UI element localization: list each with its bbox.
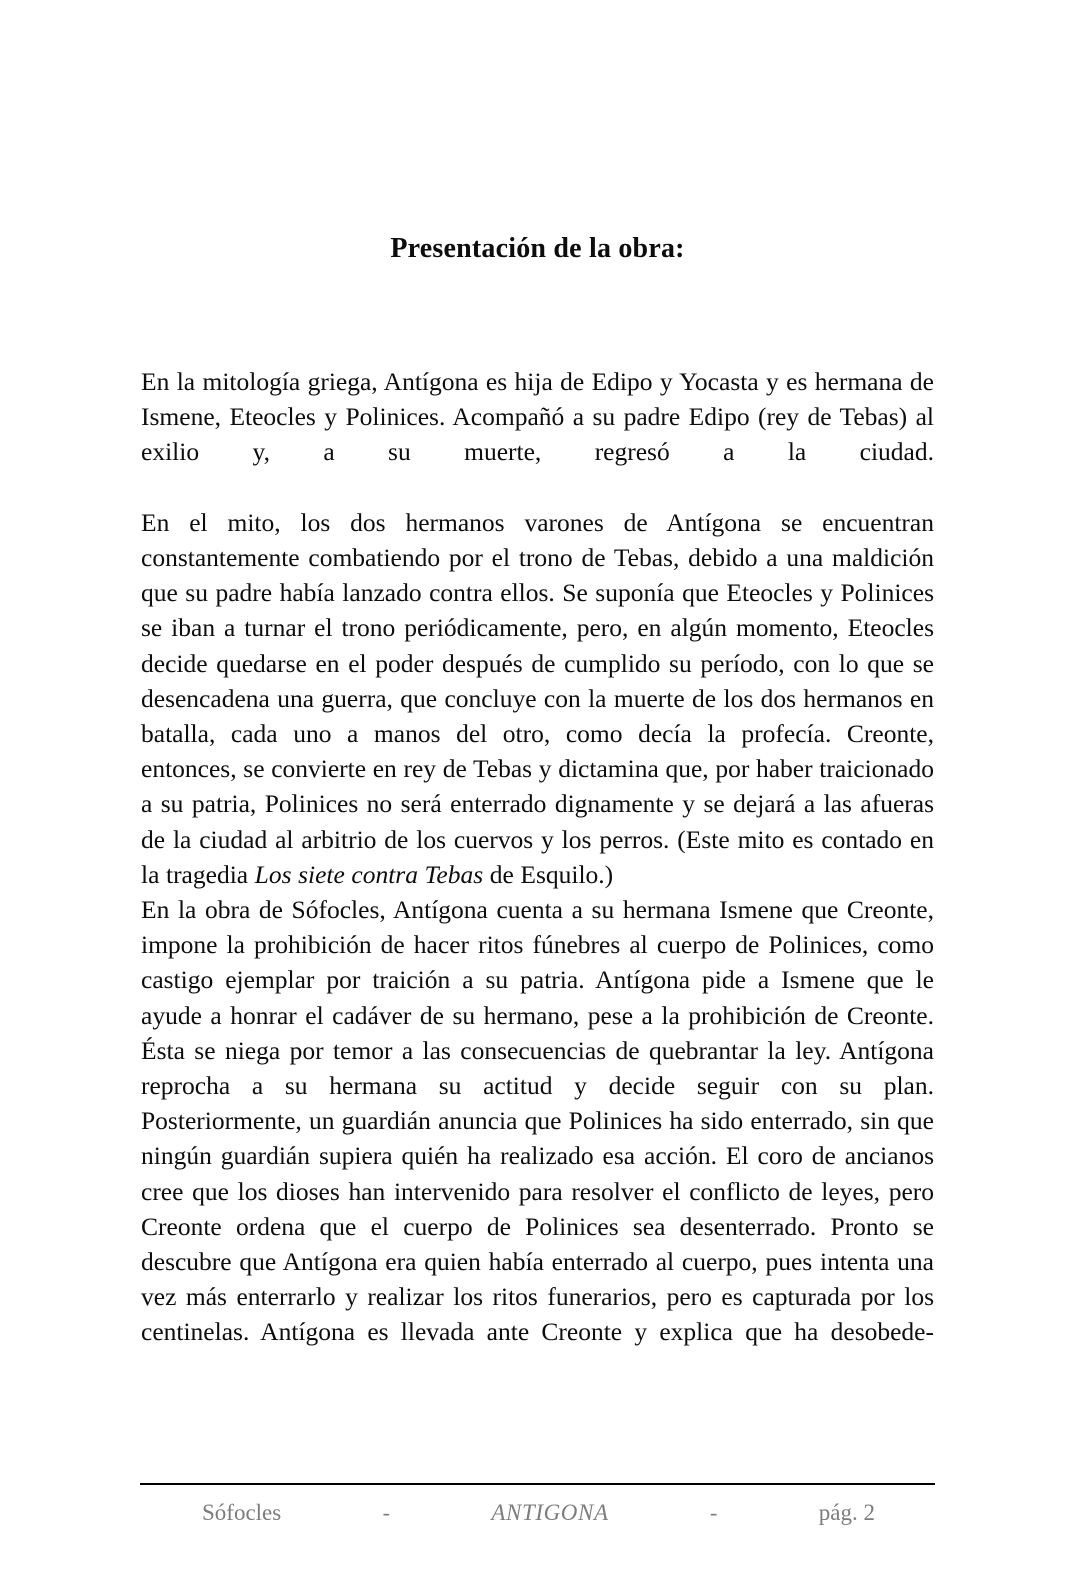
footer-work-title: ANTIGONA <box>491 1500 609 1525</box>
page-footer <box>140 1483 935 1527</box>
cited-work-title: Los siete contra Tebas <box>254 859 484 889</box>
paragraph-3: En la obra de Sófocles, Antígona cuenta a su hermana Ismene que Creonte, impone la prohibición de hacer ritos fúnebres al cuerpo de Polinices, como castigo ejemplar por traición a su patria. Antígona pide a Ismene que le ayude a honrar el cadáver de su hermano, pese a la prohibición de Creonte. Ésta se niega por temor a las consecuencias de quebrantar la ley. Antígona reprocha a su hermana su actitud y decide seguir con su plan. Posteriormente, un guardián anuncia que Polinices ha sido enterrado, sin que ningún guardián supiera quién ha realizado esa acción. El coro de ancianos cree que los dioses han intervenido para resolver el conflicto de leyes, pero Creonte ordena que el cuerpo de Polinices sea desenterrado. Pronto se descubre que Antígona era quien había enterrado al cuerpo, pues intenta una vez más enterrarlo y realizar los ritos funerarios, pero es capturada por los centinelas. Antígona es llevada ante Creonte y explica que ha desobede- <box>141 895 934 1347</box>
footer-separator-left: - <box>382 1500 390 1525</box>
paragraph-1: En la mitología griega, Antígona es hija de Edipo y Yocasta y es hermana de Ismene, Eteocles y Polinices. Acompañó a su padre Edipo (rey de Tebas) al exilio y, a su muerte, regresó a la ciudad. <box>141 367 934 467</box>
footer-separator-right: - <box>710 1500 718 1525</box>
page-content <box>141 232 934 1385</box>
body-text <box>141 364 934 1385</box>
footer-author: Sófocles <box>202 1500 282 1525</box>
footer-page-number: pág. 2 <box>818 1500 875 1525</box>
footer-row <box>140 1485 935 1527</box>
paragraph-2-text: En el mito, los dos hermanos varones de Antígona se encuentran constantemente combatiendo por el trono de Tebas, debido a una maldición que su padre había lanzado contra ellos. Se suponía que Eteocles y Polinices se iban a turnar el trono periódicamente, pero, en algún momento, Eteocles decide quedarse en el poder después de cumplido su período, con lo que se desencadena una guerra, que concluye con la muerte de los dos hermanos en batalla, cada uno a manos del otro, como decía la profecía. Creonte, entonces, se convierte en rey de Tebas y dictamina que, por haber traicionado a su patria, Polinices no será enterrado dignamente y se dejará a las afueras de la ciudad al arbitrio de los cuervos y los perros. (Este mito es contado en la tragedia <box>141 507 934 889</box>
page-title: Presentación de la obra: <box>390 233 685 264</box>
paragraph-2 <box>141 505 934 892</box>
cited-work-suffix: de Esquilo.) <box>483 859 614 889</box>
